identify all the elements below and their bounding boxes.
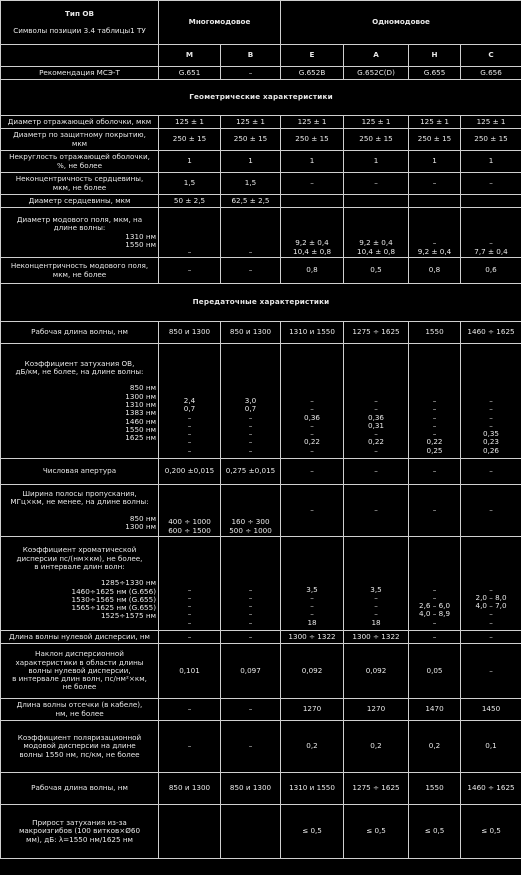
row-pmd: Коэффициент поляризационной модовой дисперсии на длине волны 1550 нм, пс/км, не более – – 0,2 0,2 0,2 0,1 [1, 721, 521, 773]
code-e: E [281, 45, 344, 67]
row-attenuation: Коэффициент затухания ОВ, дБ/км, не более, на длине волны: 850 нм 1300 нм 1310 нм 1383 нм 1460 нм 1550 нм 1625 нм 2,4 0,7 – – – – – 3,0 0,7 – – – – – – – 0,36 – – 0,22 – – – 0,36 0,31 – 0,22 – – – – – – 0,22 0,25 – – – – 0,35 0,23 0,26 [1, 344, 521, 459]
multimode-header: Многомодовое [159, 1, 281, 45]
code-m: M [159, 45, 221, 67]
transmission-section-title: Передаточные характеристики [1, 284, 521, 322]
code-h: H [409, 45, 461, 67]
row-operating-wavelength-2: Рабочая длина волны, нм 850 и 1300 850 и 1300 1310 и 1550 1275 ÷ 1625 1550 1460 ÷ 1625 [1, 773, 521, 805]
row-mode-field-concentricity: Неконцентричность модового поля, мкм, не более – – 0,8 0,5 0,8 0,6 [1, 258, 521, 284]
row-operating-wavelength: Рабочая длина волны, нм 850 и 1300 850 и 1300 1310 и 1550 1275 ÷ 1625 1550 1460 ÷ 1625 [1, 322, 521, 344]
row-coating-diameter: Диаметр по защитному покрытию, мкм 250 ± 15 250 ± 15 250 ± 15 250 ± 15 250 ± 15 250 ± 15 [1, 129, 521, 151]
row-cladding-noncircularity: Некруглость отражающей оболочки, %, не более 1 1 1 1 1 1 [1, 151, 521, 173]
row-cladding-diameter: Диаметр отражающей оболочки, мкм 125 ± 1 125 ± 1 125 ± 1 125 ± 1 125 ± 1 125 ± 1 [1, 116, 521, 129]
row-bandwidth: Ширина полосы пропускания, МГц×км, не менее, на длине волны: 850 нм 1300 нм 400 ÷ 1000 600 ÷ 1500 160 ÷ 300 500 ÷ 1000 – – – – [1, 485, 521, 537]
row-recommendation: Рекомендация МСЭ-Т G.651 – G.652B G.652C(D) G.655 G.656 [1, 67, 521, 80]
code-a: A [344, 45, 409, 67]
fiber-type-label: Тип ОВ Символы позиции 3.4 таблицы1 ТУ [1, 1, 159, 45]
row-dispersion-slope: Наклон дисперсионной характеристики в области длины волны нулевой дисперсии, в интервале длин волн, пс/нм²×км, не более 0,101 0,097 0,092 0,092 0,05 – [1, 644, 521, 699]
row-core-diameter: Диаметр сердцевины, мкм 50 ± 2,5 62,5 ± 2,5 [1, 195, 521, 208]
row-numerical-aperture: Числовая апертура 0,200 ±0,015 0,275 ±0,015 – – – – [1, 459, 521, 485]
code-b: B [221, 45, 281, 67]
singlemode-header: Одномодовое [281, 1, 521, 45]
row-macrobend-loss: Прирост затухания из-за макроизгибов (100 витков×Ø60 мм), дБ: λ=1550 нм/1625 нм ≤ 0,5 ≤ 0,5 ≤ 0,5 ≤ 0,5 [1, 805, 521, 859]
row-zero-dispersion-wavelength: Длина волны нулевой дисперсии, нм – – 1300 ÷ 1322 1300 ÷ 1322 – – [1, 631, 521, 644]
row-chromatic-dispersion: Коэффициент хроматической дисперсии пс/(нм×км), не более, в интервале длин волн: 1285÷1330 нм 1460÷1625 нм (G.656) 1530÷1565 нм (G.655) 1565÷1625 нм (G.655) 1525÷1575 нм – – – – – – – – – – 3,5 – – – 18 3,5 – – – 18 – – 2,6 – 6,0 4,0 – 8,9 – – 2,0 – 8,0 4,0 – 7,0 – – [1, 537, 521, 631]
row-cutoff-wavelength: Длина волны отсечки (в кабеле), нм, не более – – 1270 1270 1470 1450 [1, 699, 521, 721]
symbols-spacer [1, 45, 159, 67]
row-mode-field-diameter: Диаметр модового поля, мкм, на длине волны: 1310 нм 1550 нм – – 9,2 ± 0,4 10,4 ± 0,8 9,2 ± 0,4 10,4 ± 0,8 – 9,2 ± 0,4 – 7,7 ± 0,4 [1, 208, 521, 258]
row-core-concentricity: Неконцентричность сердцевины, мкм, не более 1,5 1,5 – – – – [1, 173, 521, 195]
geometry-section-title: Геометрические характеристики [1, 80, 521, 116]
code-c: C [461, 45, 521, 67]
